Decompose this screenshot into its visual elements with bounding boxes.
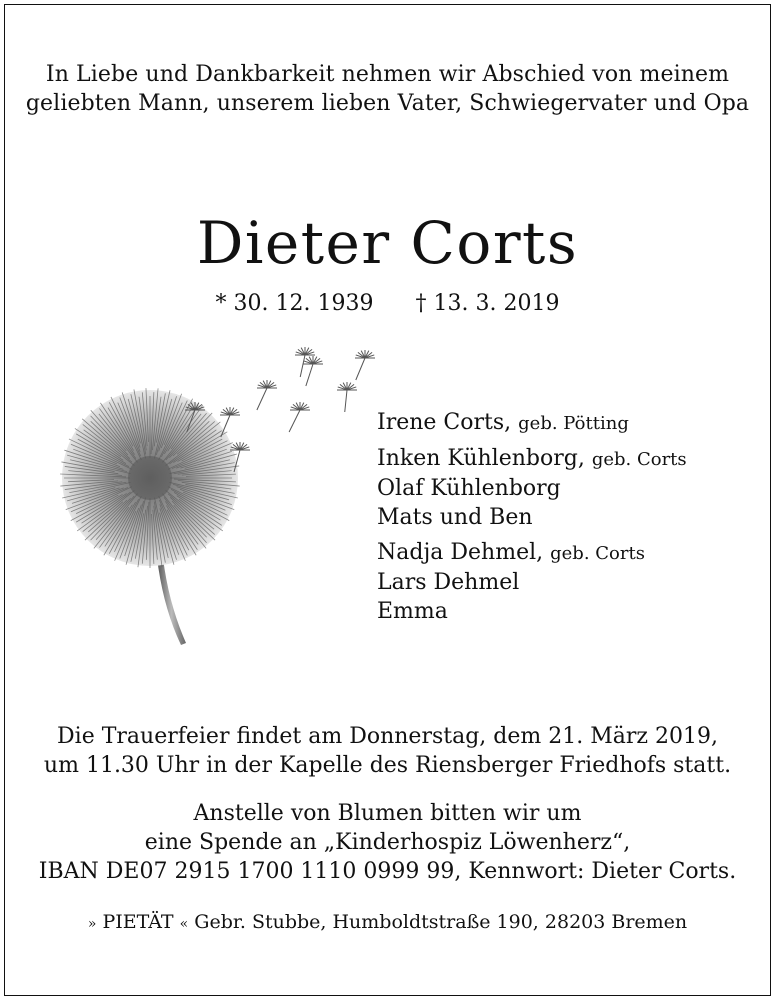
donation-line-1: Anstelle von Blumen bitten wir um xyxy=(193,801,582,826)
donation-info xyxy=(0,799,775,886)
intro-line-2: geliebten Mann, unserem lieben Vater, Schwiegervater und Opa xyxy=(25,91,750,116)
family-member: Lars Dehmel xyxy=(377,570,520,595)
quote-close: « xyxy=(179,916,189,932)
seed-icon xyxy=(257,380,277,410)
family-group-2 xyxy=(377,444,767,532)
funeral-home-address: Gebr. Stubbe, Humboldtstraße 190, 28203 Bremen xyxy=(194,911,688,933)
birth-date: * 30. 12. 1939 xyxy=(215,291,374,316)
ceremony-info xyxy=(0,722,775,780)
life-dates xyxy=(0,290,775,318)
family-group-3 xyxy=(377,538,767,626)
family-member: Emma xyxy=(377,599,448,624)
intro-text xyxy=(0,60,775,118)
family-list xyxy=(377,408,767,632)
deceased-name: Dieter Corts xyxy=(196,209,579,277)
family-member: Irene Corts, geb. Pötting xyxy=(377,410,629,435)
family-member: Mats und Ben xyxy=(377,505,533,530)
family-member: Nadja Dehmel, geb. Corts xyxy=(377,540,645,565)
intro-line-1: In Liebe und Dankbarkeit nehmen wir Abschied von meinem xyxy=(45,62,730,87)
family-group-1 xyxy=(377,408,767,438)
funeral-home-brand: PIETÄT xyxy=(102,911,174,933)
seed-icon xyxy=(355,350,375,380)
quote-open: » xyxy=(87,916,97,932)
family-member: Olaf Kühlenborg xyxy=(377,476,561,501)
dandelion-icon xyxy=(55,340,395,650)
donation-line-2: eine Spende an „Kinderhospiz Löwenherz“, xyxy=(144,830,631,855)
seed-icon xyxy=(289,402,310,432)
death-date: † 13. 3. 2019 xyxy=(415,291,560,316)
seed-icon xyxy=(337,382,357,412)
seed-icon xyxy=(220,407,240,437)
dandelion-stem xyxy=(157,558,186,645)
funeral-home xyxy=(0,909,775,937)
seed-icon xyxy=(303,356,323,386)
donation-line-3: IBAN DE07 2915 1700 1110 0999 99, Kennwort: Dieter Corts. xyxy=(38,859,737,884)
ceremony-line-2: um 11.30 Uhr in der Kapelle des Riensberger Friedhofs statt. xyxy=(43,753,732,778)
family-member: Inken Kühlenborg, geb. Corts xyxy=(377,446,687,471)
ceremony-line-1: Die Trauerfeier findet am Donnerstag, dem 21. März 2019, xyxy=(57,724,718,749)
